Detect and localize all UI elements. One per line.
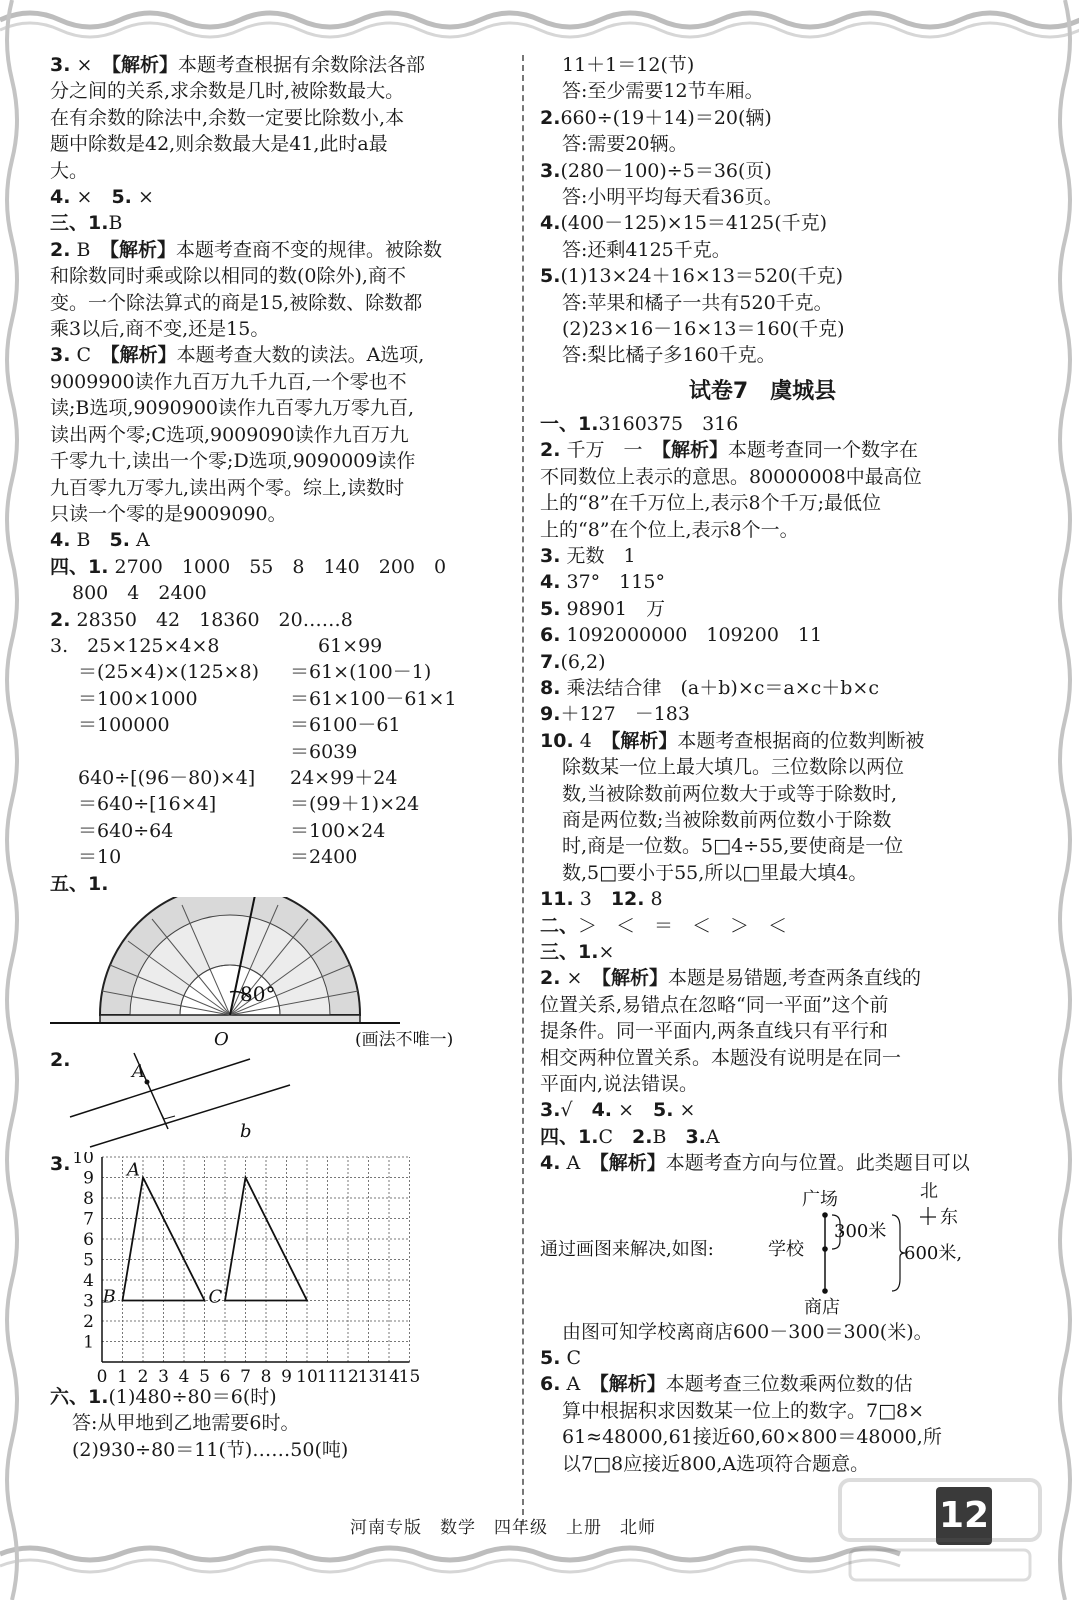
calc-step: ＝(25×4)×(125×8): [78, 661, 260, 684]
item-number: 3.: [50, 54, 71, 76]
item-number: 5.: [111, 186, 132, 209]
item-number: 9.: [540, 703, 561, 726]
analysis-tag: 【解析】: [661, 439, 729, 462]
calc-line: (400－125)×15＝4125(千克): [560, 212, 828, 235]
analysis-tag: 【解析】: [610, 729, 678, 752]
y-tick-label: 7: [83, 1209, 94, 1230]
text-line: 上的“8”在千万位上,表示8个千万;最低位: [540, 492, 882, 515]
x-tick-label: 7: [240, 1366, 251, 1384]
item-number: 三、1.: [540, 941, 599, 963]
x-tick-label: 9: [281, 1366, 292, 1384]
calc-step: 24×99＋24: [290, 766, 398, 789]
section-5-label: [50, 871, 510, 897]
item-number: 5.: [540, 1347, 561, 1370]
calc-line: (280－100)÷5＝36(页): [560, 159, 772, 182]
grid-drawing: [50, 1152, 510, 1384]
analysis-tag: 【解析】: [109, 238, 176, 261]
vertex-b-label: B: [102, 1286, 116, 1308]
text-line: 上的“8”在个位上,表示8个一。: [540, 518, 799, 541]
text-line: 乘3以后,商不变,还是15。: [50, 318, 270, 341]
analysis-tag: 【解析】: [601, 967, 668, 990]
text-line: 分之间的关系,求余数是几时,被除数最大。: [50, 80, 405, 103]
text-line: 算中根据积求因数某一位上的数字。7□8×: [562, 1399, 925, 1422]
text-line: 61≈48000,61接近60,60×800＝48000,所: [562, 1426, 942, 1449]
section-4-answer-2: [50, 607, 510, 633]
text-line: 800 4 2400: [72, 582, 207, 605]
answer-mark: C: [76, 344, 92, 367]
column-divider: [522, 55, 524, 1525]
answer-2: [540, 965, 985, 991]
calc-line: 660÷(19＋14)＝20(辆): [560, 106, 772, 129]
item-number: 3.: [685, 1125, 706, 1148]
answer-mark: ×: [618, 1099, 634, 1122]
answer-4: [540, 210, 985, 236]
item-number: 一、1.: [540, 412, 599, 435]
answer-mark: √: [560, 1099, 573, 1122]
note-label: (画法不唯一): [355, 1030, 454, 1047]
item-number: 4.: [540, 571, 561, 594]
analysis-text: 本题考查三位数乘两位数的估: [665, 1373, 913, 1396]
text-line: 答:苹果和橘子一共有520千克。: [562, 291, 833, 314]
analysis-text: 本题考查根据商的位数判断被: [677, 729, 925, 752]
answer-values: 千万 一: [566, 439, 643, 462]
y-tick-label: 1: [83, 1332, 94, 1353]
answer-values: 8: [650, 888, 663, 911]
calc-step: ＝61×100－61×1: [290, 687, 457, 710]
answer-4b-5a: [50, 527, 510, 553]
footer-text: 河南专版 数学 四年级 上册 北师: [350, 1518, 656, 1538]
answer-3: [50, 52, 510, 78]
item-number: 7.: [540, 650, 561, 673]
item-number: 4.: [540, 1152, 561, 1175]
answer-values: 37° 115°: [566, 571, 665, 594]
answer-values: 1092000000 109200 11: [566, 624, 823, 647]
answer-10: [540, 728, 985, 754]
section-4-answers: [540, 1124, 985, 1150]
text-line: 9009900读作九百万九千九百,一个零也不: [50, 370, 407, 393]
answer-3: [540, 543, 985, 569]
answer-mark: B: [76, 238, 91, 261]
calc-step: ＝100×1000: [78, 687, 198, 710]
analysis-tag: 【解析】: [599, 1152, 666, 1175]
item-number: 3.: [540, 1099, 561, 1122]
x-tick-label: 3: [158, 1366, 169, 1384]
text-line: 数,当被除数前两位数大于或等于除数时,: [562, 782, 898, 805]
text-line: 提条件。同一平面内,两条直线只有平行和: [540, 1020, 889, 1043]
y-tick-label: 9: [83, 1168, 94, 1189]
left-wave-border: [0, 0, 30, 1600]
calc-step: ＝2400: [290, 846, 358, 869]
answer-mark: C: [566, 1347, 582, 1370]
item-number: 2.: [540, 106, 561, 129]
text-line: 在有余数的除法中,余数一定要比除数小,本: [50, 106, 405, 129]
item-number: 4.: [50, 529, 71, 552]
x-tick-label: 13: [357, 1366, 380, 1384]
text-line: 商是两位数;当被除数前两位数小于除数: [562, 808, 892, 831]
text-line: (2)930÷80＝11(节)……50(吨): [72, 1438, 349, 1461]
answer-5: [540, 1345, 985, 1371]
right-column: [540, 52, 985, 1477]
x-tick-label: 4: [178, 1366, 190, 1384]
analysis-tag: 【解析】: [110, 344, 177, 367]
calculation-block-1: [50, 633, 510, 765]
top-wave-border: [0, 0, 1079, 40]
section-3-answer-1: [50, 210, 510, 236]
text-line: 以7□8应接近800,A选项符合题意。: [562, 1452, 870, 1475]
section-6-answer-1: [50, 1384, 510, 1410]
answer-8: [540, 675, 985, 701]
section-title: 试卷7 虞城县: [688, 378, 837, 404]
calc-step: 61×99: [318, 634, 383, 657]
x-tick-label: 0: [96, 1366, 108, 1384]
calc-step: ＝640÷64: [78, 819, 174, 842]
item-number: 6.: [540, 624, 561, 647]
answer-4: [540, 569, 985, 595]
item-number: 10.: [540, 729, 574, 752]
item-number: 2.: [50, 608, 71, 631]
answer-mark: B: [108, 212, 123, 235]
distance-300-label: 300米: [834, 1220, 887, 1242]
y-tick-label: 3: [83, 1291, 94, 1312]
y-tick-label: 4: [83, 1270, 94, 1291]
vertex-a-label: A: [127, 1159, 140, 1181]
item-number: 2.: [540, 439, 561, 462]
grid-figure: [50, 1152, 510, 1384]
direction-map-drawing: [540, 1177, 985, 1319]
answer-4: [540, 1150, 985, 1176]
item-number: 3.: [50, 1153, 71, 1176]
parallel-lines-drawing: [50, 1047, 510, 1151]
right-wave-border: [1049, 0, 1079, 1600]
left-column: [50, 52, 510, 1463]
analysis-tag: 【解析】: [111, 54, 178, 76]
section-2-answers: [540, 913, 985, 939]
answer-values: ＋127 －183: [560, 703, 690, 726]
text-line: 变。一个除法算式的商是15,被除数、除数都: [50, 291, 423, 314]
text-line: 时,商是一位数。5□4÷55,要使商是一位: [562, 835, 904, 858]
x-tick-label: 15: [398, 1366, 421, 1384]
shop-label: 商店: [804, 1296, 840, 1318]
answer-values: 3160375 316: [598, 412, 739, 435]
y-tick-label: 8: [83, 1188, 94, 1209]
y-tick-label: 6: [83, 1229, 94, 1250]
answer-mark: C: [598, 1125, 613, 1148]
text-line: 由图可知学校离商店600－300＝300(米)。: [562, 1320, 933, 1343]
item-number: 6.: [540, 1373, 561, 1396]
answer-3: [540, 158, 985, 184]
answer-mark: B: [652, 1125, 667, 1148]
text-line: 和除数同时乘或除以相同的数(0除外),商不: [50, 265, 406, 288]
item-number: 2.: [50, 1049, 71, 1071]
calc-step: ＝100×24: [290, 819, 386, 842]
text-line: 11＋1＝12(节): [562, 54, 695, 76]
angle-label: 80°: [240, 982, 276, 1006]
x-tick-label: 11: [316, 1366, 339, 1384]
item-number: 五、1.: [50, 872, 109, 895]
calc-step: ＝6100－61: [290, 714, 401, 737]
calculation-block-2: [50, 765, 510, 871]
answer-4-5: [50, 184, 510, 210]
answer-values: 无数 1: [566, 544, 636, 567]
text-line: 答:从甲地到乙地需要6时。: [72, 1412, 300, 1435]
text-line: 千零九十,读出一个零;D选项,9090009读作: [50, 450, 416, 473]
item-number: 2.: [540, 967, 561, 990]
text-line: 答:还剩4125千克。: [562, 238, 731, 261]
text-line: 数,5□要小于55,所以□里最大填4。: [562, 861, 868, 884]
answer-11-12: [540, 886, 985, 912]
calc-step: ＝640÷[16×4]: [78, 793, 217, 816]
item-number: 5.: [653, 1099, 674, 1122]
answer-2: [540, 105, 985, 131]
answer-values: 乘法结合律 (a＋b)×c＝a×c＋b×c: [566, 676, 879, 699]
answer-2: [540, 437, 985, 463]
y-tick-label: 10: [72, 1151, 94, 1168]
calc-step: ＝61×(100－1): [290, 661, 432, 684]
answer-2: [50, 237, 510, 263]
calc-step: ＝6039: [290, 740, 358, 763]
distance-600-label: 600米,: [904, 1242, 963, 1264]
analysis-text: 本题考查大数的读法。A选项,: [176, 344, 425, 367]
item-number: 8.: [540, 676, 561, 699]
text-line: 答:需要20辆。: [562, 133, 688, 156]
answer-mark: ×: [598, 941, 615, 963]
text-line: 相交两种位置关系。本题没有说明是在同一: [540, 1046, 902, 1069]
text-line: 读;B选项,9090900读作九百零九万零九百,: [50, 397, 415, 420]
x-tick-label: 8: [260, 1366, 272, 1384]
calc-line: (1)480÷80＝6(时): [108, 1385, 277, 1408]
item-number: 12.: [610, 888, 645, 911]
text-line: 题中除数是42,则余数最大是41,此时a最: [50, 133, 388, 156]
parallel-lines-figure: [50, 1047, 510, 1151]
text-line: (2)23×16－16×13＝160(千克): [562, 318, 845, 341]
text-line: 答:梨比橘子多160千克。: [562, 344, 776, 367]
origin-label: O: [214, 1029, 229, 1047]
item-number: 3.: [540, 159, 561, 182]
line-b-label: b: [240, 1121, 252, 1143]
answer-values: 28350 42 18360 20……8: [76, 608, 353, 631]
text-line: 九百零九万零九,读出两个零。综上,读数时: [50, 476, 405, 499]
section-3-answer-1: [540, 939, 985, 965]
x-tick-label: 1: [117, 1366, 128, 1384]
section-4-answer-1: [50, 554, 510, 580]
north-label: 北: [920, 1180, 938, 1202]
answer-values: 4: [579, 729, 592, 752]
protractor-drawing: [50, 897, 510, 1047]
school-label: 学校: [768, 1238, 804, 1260]
point-a-label: A: [132, 1061, 145, 1083]
calc-step: 640÷[(96－80)×4]: [78, 766, 256, 789]
analysis-text: 本题考查商不变的规律。被除数: [176, 238, 443, 261]
answer-5: [540, 263, 985, 289]
answer-mark: ×: [566, 967, 583, 990]
answer-mark: ×: [76, 54, 93, 76]
answer-values: 3: [579, 888, 592, 911]
page-number: 12: [936, 1487, 992, 1545]
text-line: 位置关系,易错点在忽略“同一平面”这个前: [540, 993, 889, 1016]
section-1-answer-1: [540, 411, 985, 437]
item-number: 六、1.: [50, 1385, 109, 1408]
x-tick-label: 6: [219, 1366, 231, 1384]
item-number: 4.: [50, 186, 71, 209]
answer-values: 98901 万: [566, 597, 665, 620]
y-tick-label: 2: [83, 1311, 94, 1332]
answer-5: [540, 596, 985, 622]
answer-6: [540, 622, 985, 648]
item-number: 5.: [109, 529, 130, 552]
item-number: 四、1.: [50, 555, 109, 578]
x-tick-label: 12: [337, 1366, 359, 1384]
text-line: 只读一个零的是9009090。: [50, 502, 287, 525]
answer-mark: A: [135, 529, 150, 552]
analysis-tag: 【解析】: [599, 1373, 666, 1396]
answer-mark: ×: [679, 1099, 696, 1122]
item-number: 3.: [50, 344, 71, 367]
item-number: 4.: [591, 1099, 613, 1122]
item-number: 5.: [540, 265, 561, 288]
text-line: 平面内,说法错误。: [540, 1073, 699, 1096]
protractor-figure: [50, 897, 510, 1047]
answer-mark: B: [76, 529, 91, 552]
text-line: 答:小明平均每天看36页。: [562, 186, 783, 209]
item-number: 3.: [540, 544, 561, 567]
text-line: 读出两个零;C选项,9009090读作九百万九: [50, 423, 409, 446]
calc-step: 3. 25×125×4×8: [50, 634, 220, 657]
answer-7: [540, 649, 985, 675]
calc-step: ＝100000: [78, 714, 170, 737]
item-number: 2.: [50, 238, 71, 261]
direction-map-figure: [540, 1177, 985, 1319]
map-intro-text: 通过画图来解决,如图:: [540, 1238, 714, 1260]
item-number: 三、1.: [50, 212, 109, 235]
answer-values: 2700 1000 55 8 140 200 0: [114, 555, 447, 578]
y-tick-label: 5: [83, 1250, 94, 1271]
watermark-logo: [830, 1470, 1050, 1590]
analysis-text: 本题考查同一个数字在: [728, 439, 919, 462]
analysis-text: 本题考查根据有余数除法各部: [177, 54, 425, 76]
item-number: 二、: [540, 914, 579, 937]
calc-line: (1)13×24＋16×13＝520(千克): [560, 265, 844, 288]
square-label: 广场: [802, 1188, 838, 1210]
answer-3c: [50, 342, 510, 368]
x-tick-label: 10: [296, 1366, 318, 1384]
answer-6: [540, 1371, 985, 1397]
answer-3-4-5: [540, 1097, 985, 1123]
analysis-text: 本题是易错题,考查两条直线的: [667, 967, 921, 990]
x-tick-label: 5: [199, 1366, 210, 1384]
text-line: 不同数位上表示的意思。80000008中最高位: [540, 465, 922, 488]
x-tick-label: 14: [378, 1366, 400, 1384]
analysis-text: 本题考查方向与位置。此类题目可以: [665, 1152, 970, 1175]
calc-step: ＝10: [78, 846, 122, 869]
item-number: 四、1.: [540, 1125, 599, 1148]
answer-mark: A: [566, 1373, 581, 1396]
answer-values: ＞ ＜ ＝ ＜ ＞ ＜: [578, 914, 788, 937]
x-tick-label: 2: [137, 1366, 149, 1384]
text-line: 答:至少需要12节车厢。: [562, 80, 764, 103]
east-label: 东: [940, 1206, 958, 1228]
text-line: 除数某一位上最大填几。三位数除以两位: [562, 756, 905, 779]
answer-mark: A: [566, 1152, 581, 1175]
answer-mark: A: [705, 1125, 720, 1148]
answer-mark: ×: [137, 186, 154, 209]
answer-9: [540, 701, 985, 727]
text-line: 大。: [50, 159, 89, 182]
item-number: 5.: [540, 597, 561, 620]
item-number: 2.: [632, 1125, 653, 1148]
item-number: 4.: [540, 212, 561, 235]
item-number: 11.: [540, 888, 574, 911]
vertex-c-label: C: [208, 1286, 223, 1308]
calc-step: ＝(99＋1)×24: [290, 793, 420, 816]
answer-values: (6,2): [560, 650, 606, 673]
answer-mark: ×: [76, 186, 93, 209]
